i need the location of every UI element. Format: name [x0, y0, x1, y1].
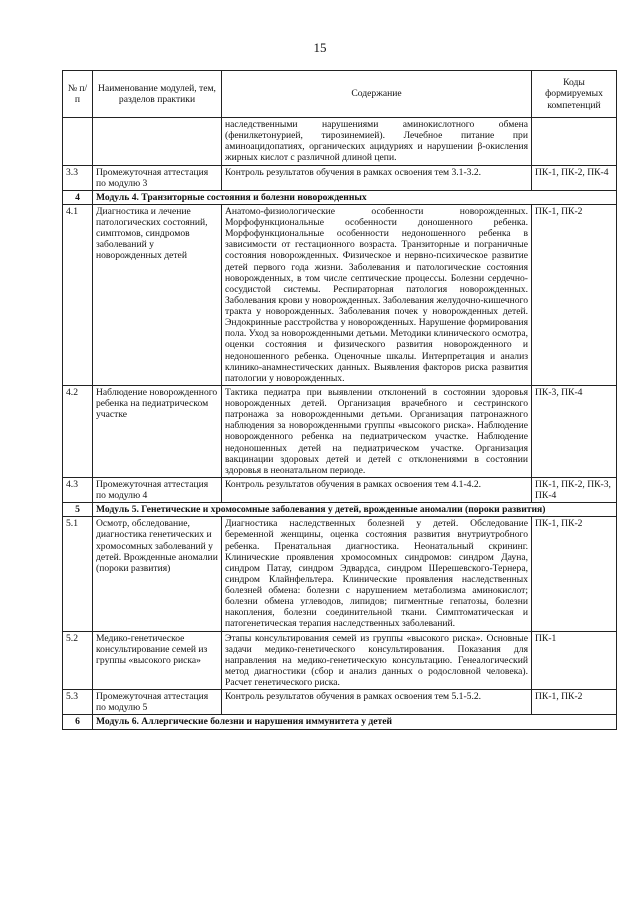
- table-row: [63, 631, 617, 690]
- row-codes: ПК-3, ПК-4: [532, 385, 617, 477]
- header-num: № п/п: [63, 71, 93, 118]
- row-codes: ПК-1, ПК-2: [532, 204, 617, 385]
- module-title: Модуль 5. Генетические и хромосомные заболевания у детей, врожденные аномалии (пороки развития): [93, 503, 617, 517]
- row-name: Промежуточная аттестация по модулю 4: [93, 477, 222, 502]
- row-content: Контроль результатов обучения в рамках освоения тем 5.1-5.2.: [222, 690, 532, 715]
- table-row: [63, 204, 617, 385]
- module-row: [63, 190, 617, 204]
- table-header-row: [63, 71, 617, 118]
- module-title: Модуль 4. Транзиторные состояния и болезни новорожденных: [93, 190, 617, 204]
- module-num: 5: [63, 503, 93, 517]
- row-num: [63, 118, 93, 166]
- row-num: 4.1: [63, 204, 93, 385]
- module-row: [63, 503, 617, 517]
- row-name: Наблюдение новорожденного ребенка на педиатрическом участке: [93, 385, 222, 477]
- row-num: 5.1: [63, 517, 93, 631]
- row-name: Медико-генетическое консультирование семей из группы «высокого риска»: [93, 631, 222, 690]
- row-content: Диагностика наследственных болезней у детей. Обследование беременной женщины, оценка состояния развития внутриутробного ребенка. Пренатальная диагностика. Неонатальный скрининг. Клинические проявления хромосомных синдромов: синдром Дауна, синдром Патау, синдром Эдвардса, синдром Шерешевского-Тернера, синдром Клайнфельтера. Клинические проявления наследственных болезней обмена: болезни с нарушением метаболизма аминокислот; болезни обмена углеводов, липидов; пигментные гепатозы, болезни накопления, болезни соединительной ткани. Симптоматическая и патогенетическая терапия наследственных заболеваний.: [222, 517, 532, 631]
- table-row: [63, 118, 617, 166]
- row-codes: ПК-1, ПК-2, ПК-3, ПК-4: [532, 477, 617, 502]
- row-content: Тактика педиатра при выявлении отклонений в состоянии здоровья новорожденных детей. Организация врачебного и сестринского патронажа за новорожденными детьми. Организация патронажного наблюдения за новорожденными группы «высокого риска». Наблюдение новорожденного ребенка на педиатрическом участке. Наблюдение недоношенных детей на педиатрическом участке. Организация вакцинации здоровых детей и детей с отклонениями в состоянии здоровья в неонатальном периоде.: [222, 385, 532, 477]
- row-name: Промежуточная аттестация по модулю 5: [93, 690, 222, 715]
- row-name: [93, 118, 222, 166]
- row-num: 5.2: [63, 631, 93, 690]
- row-num: 5.3: [63, 690, 93, 715]
- row-content: Этапы консультирования семей из группы «высокого риска». Основные задачи медико-генетического консультирования. Показания для направления на медико-генетическую консультацию. Генеалогический метод диагностики (сбор и анализ данных о родословной человека). Расчет генетического риска.: [222, 631, 532, 690]
- row-content: наследственными нарушениями аминокислотного обмена (фенилкетонурией, тирозинемией). Лечебное питание при аминоацидопатиях, органических ацидуриях и нарушении β-окисления жирных кислот с различной длиной цепи.: [222, 118, 532, 166]
- table-row: [63, 477, 617, 502]
- module-num: 4: [63, 190, 93, 204]
- row-codes: ПК-1: [532, 631, 617, 690]
- row-num: 4.2: [63, 385, 93, 477]
- page-number: 15: [313, 40, 327, 55]
- row-content: Анатомо-физиологические особенности новорожденных. Морфофункциональные особенности доношенного ребенка. Морфофункциональные особенности недоношенного ребенка в зависимости от гестационного возраста. Транзиторные и пограничные состояния новорожденных. Физическое и нервно-психическое развитие детей первого года жизни. Заболевания и патологические состояния новорожденных, в том числе септические процессы. Болезни сердечно-сосудистой системы. Респираторная патология новорожденных. Заболевания крови у новорожденных. Заболевания желудочно-кишечного тракта у новорожденных. Заболевания почек у новорожденных детей. Эндокринные расстройства у новорожденных. Нарушение формирования пола. Уход за новорожденными детьми. Методики клинического осмотра, оценки состояния и физического развития новорожденного и недоношенного ребенка. Оценочные шкалы. Интерпретация и анализ клинико-анамнестических данных. Выявления факторов риска развития патологии у новорожденных.: [222, 204, 532, 385]
- header-name: Наименование модулей, тем, разделов практики: [93, 71, 222, 118]
- row-name: Осмотр, обследование, диагностика генетических и хромосомных заболеваний у детей. Врожденные аномалии (пороки развития): [93, 517, 222, 631]
- module-row: [63, 715, 617, 729]
- header-content: Содержание: [222, 71, 532, 118]
- row-content: Контроль результатов обучения в рамках освоения тем 4.1-4.2.: [222, 477, 532, 502]
- row-codes: ПК-1, ПК-2: [532, 517, 617, 631]
- row-name: Диагностика и лечение патологических состояний, симптомов, синдромов заболеваний у новорожденных детей: [93, 204, 222, 385]
- table-row: [63, 517, 617, 631]
- row-num: 3.3: [63, 165, 93, 190]
- curriculum-table: [62, 70, 617, 730]
- table-row: [63, 165, 617, 190]
- module-title: Модуль 6. Аллергические болезни и нарушения иммунитета у детей: [93, 715, 617, 729]
- row-codes: ПК-1, ПК-2: [532, 690, 617, 715]
- row-name: Промежуточная аттестация по модулю 3: [93, 165, 222, 190]
- row-codes: ПК-1, ПК-2, ПК-4: [532, 165, 617, 190]
- row-content: Контроль результатов обучения в рамках освоения тем 3.1-3.2.: [222, 165, 532, 190]
- header-codes: Коды формируемых компетенций: [532, 71, 617, 118]
- row-codes: [532, 118, 617, 166]
- table-row: [63, 385, 617, 477]
- table-row: [63, 690, 617, 715]
- row-num: 4.3: [63, 477, 93, 502]
- module-num: 6: [63, 715, 93, 729]
